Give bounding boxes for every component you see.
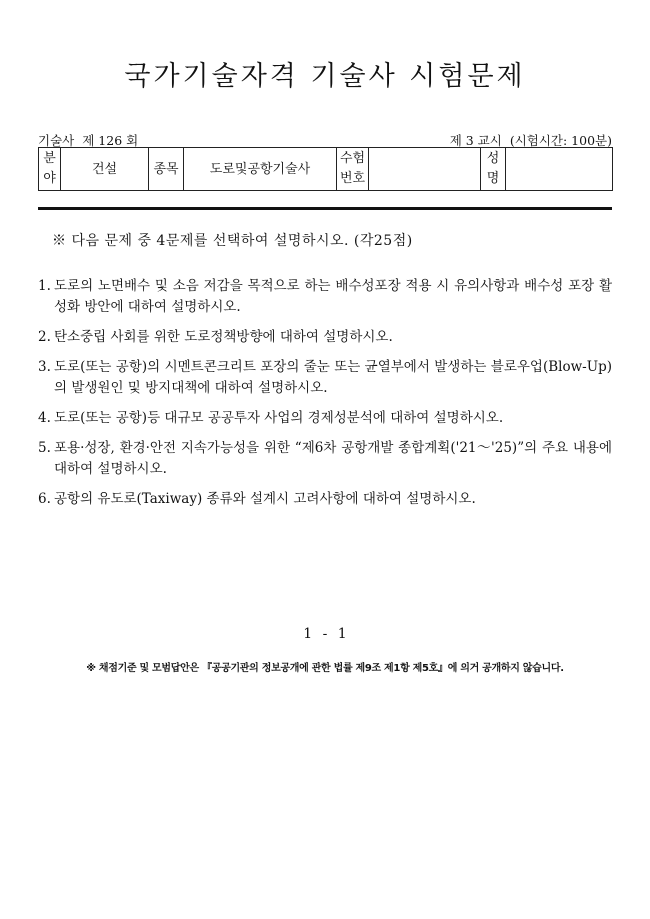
exam-info-table (38, 147, 613, 191)
question-number: 4. (38, 410, 51, 426)
question-text: 포용·성장, 환경·안전 지속가능성을 위한 “제6차 공항개발 종합계획('21～'25)”의 주요 내용에 대하여 설명하시오. (54, 440, 612, 477)
question-text: 도로(또는 공항)등 대규모 공공투자 사업의 경제성분석에 대하여 설명하시오. (54, 410, 504, 426)
category-label-cell: 종목 (149, 148, 184, 191)
question-item (38, 327, 612, 348)
exam-meta-row (38, 131, 612, 147)
question-number: 3. (38, 359, 51, 375)
name-field[interactable] (506, 148, 613, 191)
page-number: 1 - 1 (303, 626, 347, 642)
field-value-cell: 건설 (61, 148, 149, 191)
question-number: 1. (38, 278, 51, 294)
name-label-bottom: 명 (486, 171, 500, 186)
category-value-cell: 도로및공항기술사 (184, 148, 337, 191)
exam-number-label-cell (337, 148, 369, 191)
header-divider (38, 207, 612, 210)
question-number: 6. (38, 491, 51, 507)
name-label-top: 성 (486, 151, 500, 166)
exam-round-number: 제 126 회 (82, 133, 139, 148)
field-label-top: 분 (43, 151, 56, 166)
exam-type: 기술사 (38, 133, 75, 148)
name-label-cell (481, 148, 506, 191)
question-item (38, 357, 612, 399)
exam-number-field[interactable] (369, 148, 481, 191)
exam-title: 국가기술자격 기술사 시험문제 (124, 61, 526, 92)
exam-duration: (시험시간: 100분) (509, 133, 612, 148)
question-text: 도로의 노면배수 및 소음 저감을 목적으로 하는 배수성포장 적용 시 유의사항과 배수성 포장 활성화 방안에 대하여 설명하시오. (54, 278, 612, 315)
session-label: 제 3 교시 (449, 133, 502, 148)
question-item (38, 438, 612, 480)
field-label-cell (39, 148, 61, 191)
question-text: 탄소중립 사회를 위한 도로정책방향에 대하여 설명하시오. (54, 329, 393, 345)
question-text: 도로(또는 공항)의 시멘트콘크리트 포장의 줄눈 또는 균열부에서 발생하는 블로우업(Blow-Up)의 발생원인 및 방지대책에 대하여 설명하시오. (54, 359, 612, 396)
exam-number-label-bottom: 번호 (339, 171, 366, 186)
disclosure-footnote: ※ 채점기준 및 모범답안은 『공공기관의 정보공개에 관한 법률 제9조 제1항 제5호』에 의거 공개하지 않습니다. (86, 663, 564, 674)
question-item (38, 489, 612, 510)
question-item (38, 276, 612, 318)
exam-number-label-top: 수험 (339, 151, 366, 166)
instruction-text: ※ 다음 문제 중 4문제를 선택하여 설명하시오. (각25점) (52, 233, 413, 249)
question-item (38, 408, 612, 429)
question-list (38, 276, 612, 519)
field-label-bottom: 야 (43, 171, 56, 186)
question-text: 공항의 유도로(Taxiway) 종류와 설계시 고려사항에 대하여 설명하시오. (54, 491, 476, 507)
question-number: 2. (38, 329, 51, 345)
question-number: 5. (38, 440, 51, 456)
